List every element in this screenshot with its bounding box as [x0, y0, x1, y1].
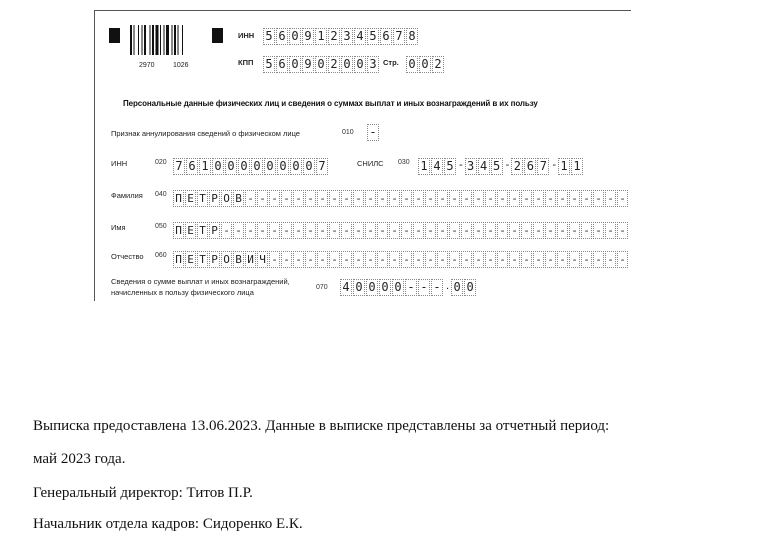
form-cell: 4: [340, 279, 352, 296]
form-cell: 0: [419, 56, 431, 73]
form-cell: 1: [315, 28, 327, 45]
barcode-bar: [172, 25, 173, 55]
form-cell: 5: [263, 56, 275, 73]
barcode-bar: [138, 25, 139, 55]
patronymic-label: Отчество: [111, 252, 144, 261]
patronymic-code: 060: [155, 252, 167, 259]
snils-label: СНИЛС: [357, 159, 384, 168]
form-cell: -: [389, 190, 400, 207]
form-cell: 2: [432, 56, 444, 73]
form-cell: Е: [185, 222, 196, 239]
form-cell: 7: [316, 158, 328, 175]
form-cell: -: [581, 222, 592, 239]
form-cell: И: [245, 251, 256, 268]
form-cell: -: [425, 222, 436, 239]
form-cell: -: [329, 190, 340, 207]
form-cell: О: [221, 190, 232, 207]
sum-cells: [340, 279, 477, 296]
form-cell: -: [485, 251, 496, 268]
form-cell: П: [173, 251, 184, 268]
form-cell: Е: [185, 251, 196, 268]
form-cell: 0: [289, 28, 301, 45]
form-cell: 5: [444, 158, 456, 175]
form-cell: -: [461, 251, 472, 268]
form-cell: -: [305, 222, 316, 239]
person-inn-code: 020: [155, 159, 167, 166]
statement-line-2: май 2023 года.: [33, 451, 126, 467]
form-cell: 0: [354, 56, 366, 73]
form-cell: 0: [366, 279, 378, 296]
form-cell: -: [317, 190, 328, 207]
form-cell: -: [367, 124, 379, 141]
form-cell: Т: [197, 251, 208, 268]
form-cell: 0: [289, 56, 301, 73]
form-cell: Е: [185, 190, 196, 207]
form-cell: -: [353, 251, 364, 268]
inn-cells: [263, 28, 419, 45]
form-cell: П: [173, 222, 184, 239]
form-cell: -: [245, 190, 256, 207]
form-cell: -: [317, 251, 328, 268]
form-cell: -: [269, 251, 280, 268]
corner-marker-left: [109, 28, 120, 43]
form-cell: -: [437, 190, 448, 207]
cell-separator: .: [446, 280, 450, 292]
barcode-bar: [156, 25, 159, 55]
cell-separator: -: [505, 159, 510, 171]
sum-label-line2: начисленных в пользу физического лица: [111, 288, 254, 297]
form-cell: -: [461, 190, 472, 207]
form-cell: -: [269, 222, 280, 239]
form-cell: -: [425, 251, 436, 268]
form-cell: -: [509, 222, 520, 239]
form-cell: Р: [209, 222, 220, 239]
form-cell: -: [581, 251, 592, 268]
form-cell: 0: [353, 279, 365, 296]
hr-head-line: Начальник отдела кадров: Сидоренко Е.К.: [33, 516, 303, 532]
person-inn-label: ИНН: [111, 159, 128, 168]
form-cell: -: [281, 251, 292, 268]
form-cell: Р: [209, 190, 220, 207]
form-cell: -: [545, 190, 556, 207]
form-cell: 0: [264, 158, 276, 175]
form-cell: -: [293, 190, 304, 207]
form-cell: -: [281, 190, 292, 207]
form-cell: -: [533, 190, 544, 207]
section-title: Персональные данные физических лиц и сведения о суммах выплат и иных вознаграждений в их пользу: [123, 99, 538, 108]
form-cell: 6: [524, 158, 536, 175]
form-cell: 2: [328, 56, 340, 73]
form-cell: -: [365, 251, 376, 268]
form-cell: 1: [199, 158, 211, 175]
form-cell: 4: [478, 158, 490, 175]
form-cell: Т: [197, 222, 208, 239]
form-cell: -: [605, 222, 616, 239]
surname-cells: [173, 190, 629, 207]
barcode: [130, 25, 202, 55]
form-cell: 4: [354, 28, 366, 45]
form-cell: -: [617, 222, 628, 239]
form-cell: -: [233, 222, 244, 239]
form-cell: -: [317, 222, 328, 239]
form-cell: 0: [315, 56, 327, 73]
form-cell: 9: [302, 56, 314, 73]
form-cell: -: [245, 222, 256, 239]
form-cell: -: [497, 222, 508, 239]
form-cell: -: [431, 279, 443, 296]
form-cell: -: [557, 222, 568, 239]
form-cell: -: [569, 222, 580, 239]
form-cell: -: [293, 251, 304, 268]
form-cell: -: [545, 251, 556, 268]
form-cell: -: [485, 190, 496, 207]
form-cell: -: [293, 222, 304, 239]
form-cell: 0: [341, 56, 353, 73]
form-cell: -: [461, 222, 472, 239]
form-cell: 0: [379, 279, 391, 296]
snils-cells: [418, 158, 584, 175]
form-cell: О: [221, 251, 232, 268]
form-cell: -: [617, 251, 628, 268]
annul-cells: [367, 124, 380, 141]
cell-separator: -: [459, 159, 463, 171]
form-cell: -: [473, 222, 484, 239]
barcode-bar: [152, 25, 154, 55]
form-cell: 0: [406, 56, 418, 73]
form-cell: -: [521, 190, 532, 207]
form-cell: 0: [225, 158, 237, 175]
name-label: Имя: [111, 223, 126, 232]
form-cell: -: [418, 279, 430, 296]
form-cell: -: [533, 251, 544, 268]
form-cell: -: [509, 251, 520, 268]
name-code: 050: [155, 223, 167, 230]
form-cell: -: [569, 190, 580, 207]
surname-code: 040: [155, 191, 167, 198]
form-cell: -: [617, 190, 628, 207]
form-cell: -: [305, 190, 316, 207]
form-cell: -: [557, 251, 568, 268]
form-cell: П: [173, 190, 184, 207]
form-cell: -: [413, 251, 424, 268]
form-cell: -: [593, 190, 604, 207]
form-cell: 0: [251, 158, 263, 175]
corner-marker-right: [212, 28, 223, 43]
barcode-bar: [164, 25, 165, 55]
form-cell: -: [413, 222, 424, 239]
form-cell: 8: [406, 28, 418, 45]
barcode-bar: [160, 25, 161, 55]
form-cell: -: [521, 251, 532, 268]
form-cell: -: [605, 251, 616, 268]
form-cell: -: [593, 251, 604, 268]
form-cell: 1: [558, 158, 570, 175]
barcode-number-left: 2970: [139, 62, 155, 69]
form-cell: -: [341, 190, 352, 207]
snils-code: 030: [398, 159, 410, 166]
director-line: Генеральный директор: Титов П.Р.: [33, 485, 253, 501]
statement-line-1: Выписка предоставлена 13.06.2023. Данные в выписке представлены за отчетный период:: [33, 418, 610, 434]
form-cell: -: [329, 222, 340, 239]
form-cell: 0: [303, 158, 315, 175]
form-cell: -: [473, 190, 484, 207]
form-cell: 0: [212, 158, 224, 175]
form-cell: -: [401, 222, 412, 239]
form-cell: -: [341, 251, 352, 268]
form-cell: -: [257, 222, 268, 239]
form-cell: -: [449, 251, 460, 268]
form-cell: 3: [465, 158, 477, 175]
form-cell: -: [329, 251, 340, 268]
form-cell: 6: [186, 158, 198, 175]
form-cell: -: [581, 190, 592, 207]
form-cell: -: [497, 190, 508, 207]
form-cell: 1: [418, 158, 430, 175]
form-cell: -: [569, 251, 580, 268]
form-cell: -: [305, 251, 316, 268]
inn-label: ИНН: [238, 31, 255, 40]
form-cell: -: [377, 251, 388, 268]
form-cell: -: [401, 190, 412, 207]
form-cell: -: [593, 222, 604, 239]
form-cell: 2: [328, 28, 340, 45]
person-inn-cells: [173, 158, 329, 175]
barcode-bar: [130, 25, 132, 55]
form-cell: -: [405, 279, 417, 296]
form-cell: -: [497, 251, 508, 268]
form-cell: В: [233, 251, 244, 268]
form-cell: 6: [276, 56, 288, 73]
form-cell: -: [425, 190, 436, 207]
form-cell: -: [557, 190, 568, 207]
form-cell: Т: [197, 190, 208, 207]
form-cell: -: [377, 190, 388, 207]
form-cell: -: [353, 222, 364, 239]
form-cell: -: [269, 190, 280, 207]
form-cell: 3: [341, 28, 353, 45]
form-cell: -: [401, 251, 412, 268]
form-cell: -: [473, 251, 484, 268]
form-cell: -: [545, 222, 556, 239]
form-cell: -: [605, 190, 616, 207]
form-cell: -: [437, 222, 448, 239]
form-cell: 5: [367, 28, 379, 45]
form-cell: 0: [464, 279, 476, 296]
form-cell: -: [437, 251, 448, 268]
annul-code: 010: [342, 129, 354, 136]
form-cell: -: [389, 251, 400, 268]
form-cell: 7: [173, 158, 185, 175]
form-cell: 9: [302, 28, 314, 45]
cell-separator: -: [552, 159, 557, 171]
form-cell: 6: [276, 28, 288, 45]
sum-code: 070: [316, 284, 328, 291]
form-cell: -: [353, 190, 364, 207]
form-cell: 0: [451, 279, 463, 296]
form-cell: 7: [537, 158, 549, 175]
barcode-bar: [166, 25, 169, 55]
barcode-bar: [174, 25, 176, 55]
form-cell: 5: [263, 28, 275, 45]
form-cell: -: [449, 190, 460, 207]
patronymic-cells: [173, 251, 629, 268]
form-cell: -: [449, 222, 460, 239]
form-cell: -: [221, 222, 232, 239]
name-cells: [173, 222, 629, 239]
kpp-label: КПП: [238, 58, 254, 67]
page-cells: [406, 56, 445, 73]
barcode-number-right: 1026: [173, 62, 189, 69]
form-cell: -: [377, 222, 388, 239]
form-cell: -: [257, 190, 268, 207]
form-cell: -: [389, 222, 400, 239]
form-cell: 0: [290, 158, 302, 175]
form-cell: -: [509, 190, 520, 207]
form-cell: В: [233, 190, 244, 207]
sum-label-line1: Сведения о сумме выплат и иных вознаграждений,: [111, 277, 290, 286]
form-cell: -: [365, 190, 376, 207]
form-cell: -: [485, 222, 496, 239]
form-cell: -: [521, 222, 532, 239]
form-cell: -: [341, 222, 352, 239]
form-cell: 0: [238, 158, 250, 175]
barcode-bar: [150, 25, 151, 55]
barcode-bar: [144, 25, 146, 55]
form-cell: Р: [209, 251, 220, 268]
form-cell: 1: [571, 158, 583, 175]
barcode-bar: [142, 25, 143, 55]
barcode-bar: [134, 25, 135, 55]
form-cell: 3: [367, 56, 379, 73]
form-cell: -: [413, 190, 424, 207]
form-cell: 2: [511, 158, 523, 175]
form-cell: Ч: [257, 251, 268, 268]
barcode-bar: [182, 25, 183, 55]
annul-label: Признак аннулирования сведений о физическом лице: [111, 129, 300, 138]
barcode-bar: [178, 25, 179, 55]
form-cell: -: [365, 222, 376, 239]
kpp-cells: [263, 56, 380, 73]
surname-label: Фамилия: [111, 191, 143, 200]
form-cell: 6: [380, 28, 392, 45]
page-label: Стр.: [383, 58, 399, 67]
form-scan: [94, 10, 631, 301]
form-cell: -: [281, 222, 292, 239]
form-cell: 5: [491, 158, 503, 175]
form-cell: 7: [393, 28, 405, 45]
form-cell: 0: [392, 279, 404, 296]
form-cell: 0: [277, 158, 289, 175]
form-cell: -: [533, 222, 544, 239]
form-cell: 4: [431, 158, 443, 175]
